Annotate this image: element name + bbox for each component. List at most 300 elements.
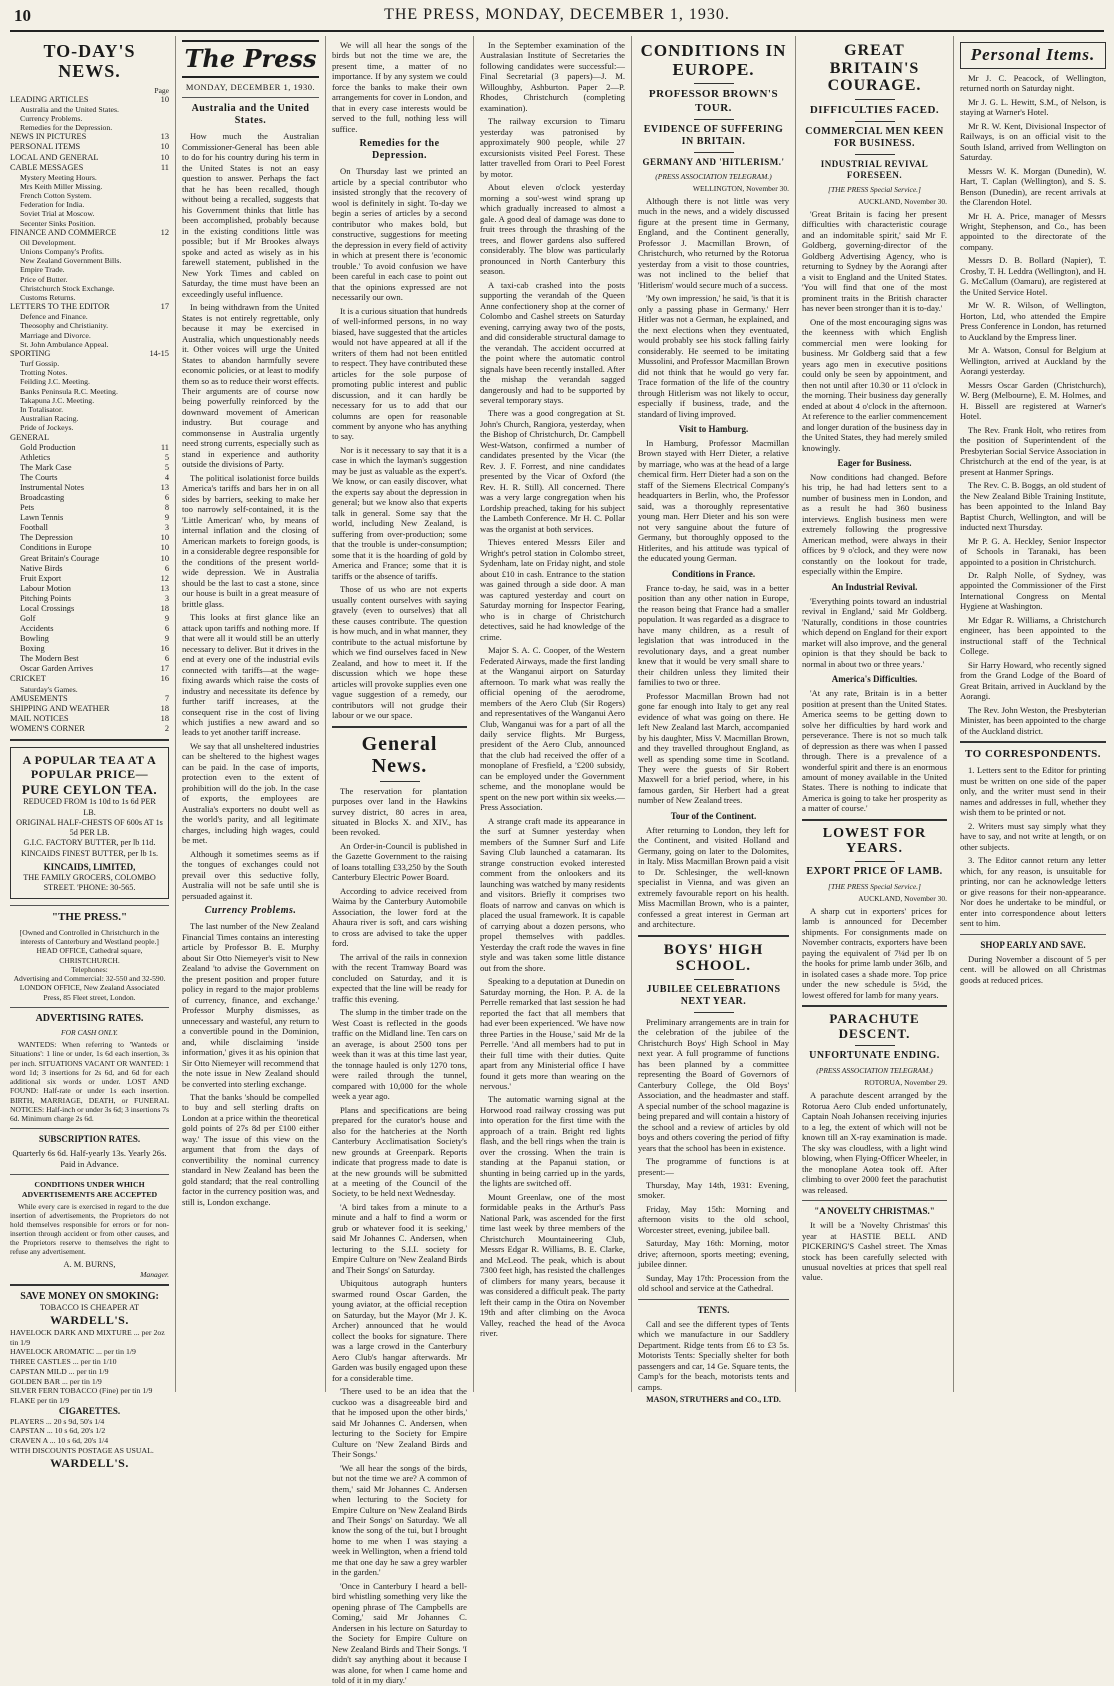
europe-sub: PROFESSOR BROWN'S TOUR. (648, 88, 779, 114)
general-news-continued-paragraph: About eleven o'clock yesterday morning a sou'-west wind sprang up which gradually increased to almost a gale. A good deal of damage was done to fruit trees through the thrashing of the trees, and flower gardens also suffered considerably. The blow was particularly pronounced in North Canterbury this season. (480, 182, 625, 277)
index-section-sub: Currency Problems. (20, 114, 83, 123)
index-section-sub: Federation for India. (20, 200, 85, 210)
index-section-label: PERSONAL ITEMS (10, 142, 81, 152)
index-general-row (10, 654, 169, 664)
general-news-paragraph: Ubiquitous autograph hunters swarmed round Oscar Garden, the young aviator, at the official reception on Saturday, but the Mayor (Mr J. K. Archer) announced that he would collect the books for signature. There was a large crowd in the Canterbury Aero Club's hangar afterwards. Mr Garden was busily engaged upon these for a considerable time. (332, 1278, 467, 1383)
index-sections (10, 95, 169, 443)
index-section-page: 17 (160, 302, 169, 312)
index-general-page: 4 (164, 472, 169, 482)
index-general-label: Conditions in Europe (20, 543, 92, 553)
index-section-page: 16 (160, 674, 169, 684)
index-section-label: SHIPPING AND WEATHER (10, 703, 110, 713)
index-general-row (10, 513, 169, 523)
conditions-signature-title: Manager. (140, 1269, 169, 1279)
index-general-row (10, 604, 169, 614)
index-general-row (10, 483, 169, 493)
general-news-body (332, 786, 467, 1686)
divider (332, 726, 467, 728)
tea-ad-price2: ORIGINAL HALF-CHESTS OF 600s AT 1s 5d PER LB. (16, 817, 163, 838)
currency-paragraph: That the banks 'should be compelled to buy and sell sterling drafts on London at a price within the theoretical gold points of 27s 8d per £100 either way.' The issue of this view on the argument that from the days of convertibility the nominal currency standard in New Zealand has been the gold standard; that the real controlling factor in the currency position was, and still is, London exchange. (182, 1091, 319, 1207)
index-general-label: Golf (20, 614, 36, 624)
leader-body (182, 131, 319, 901)
general-news-paragraph: Plans and specifications are being prepared for the curator's house and also for the hatcheries at the North Canterbury Acclimatisation Society's new grounds at Greenpark. Reports indicate that progress made to date is at the new grounds will be submitted at a meeting of the Council of the Society, to be held next Wednesday. (332, 1104, 467, 1199)
index-section-label: LEADING ARTICLES (10, 94, 89, 104)
personal-item: Mr J. G. L. Hewitt, S.M., of Nelson, is staying at Warner's Hotel. (960, 96, 1106, 118)
general-news-continued-paragraph: The railway excursion to Timaru yesterday was patronised by approximately 900 people, while 27 excursionists visited Peel Forest. These latter travelled from Orari to Peel Forest by motor. (480, 116, 625, 179)
europe-paragraph: 'My own impression,' he said, 'is that it is only a passing phase in Germany.' Herr Hitler was not a German, he explained, and the next elections when they eventuated, would probably see his stock falling fairly considerably. He seemed to be imitating Mussolini, and Professor Macmillan Brown did not think that he would go very far. Trace formation of the life of the country through Hitlerism was not likely to occur, especially if business, trade, and the standard of living improved. (638, 293, 789, 419)
press-box-title: "THE PRESS." (51, 911, 128, 924)
index-section-sub: Banks Peninsula R.C. Meeting. (20, 386, 118, 396)
advertising-rates-body: WANTEDS: When referring to 'Wanteds or Situations': 1 line or under, 1s 6d each insertion, 3s per inch. SITUATIONS VACANT OR WANTED: 1 word 1d; 3 insertions for 2s 6d, and 6d for each additional six words or under. LOST AND FOUND: Half-rate or under 1s each insertion. BIRTH, MARRIAGE, DEATH, or FUNERAL NOTICES: Half-inch or under 3s 6d; 3 insertions 7s 6d. Minimum charge 2s 6d. (10, 1040, 169, 1124)
index-general-label: Local Crossings (20, 603, 75, 613)
leader-date: MONDAY, DECEMBER 1, 1930. (185, 82, 316, 92)
divider (960, 741, 1106, 743)
general-news-continued-paragraph: Mount Greenlaw, one of the most formidable peaks in the Arthur's Pass National Park, was ascended for the first time last week by three members of the Christchurch Mountaineering Club, Messrs Edgar R. Williams, B. E. Clarke, and McLeod. The peak, which is about 7300 feet high, has resisted the challenges of climbers for many years, because it was considered a difficult peak. The party left their camp in the Otira on November 19th and after climbing on the Avoca Valley, reached the head of the Avoca river. (480, 1191, 625, 1339)
tea-ad-line3: PURE CEYLON TEA. (21, 781, 158, 797)
correspondents-rule: 1. Letters sent to the Editor for printing must be written on one side of the paper only, and the writer must send in their names and addresses in full, whether they wish them to be printed or not. (960, 765, 1106, 818)
index-section-sub: French Cotton System. (20, 191, 92, 201)
index-section-sub: Soviet Trial at Moscow. (20, 209, 95, 219)
index-section-sub: Saturday's Games. (20, 684, 78, 694)
remedies-title: Remedies for the Depression. (359, 138, 440, 162)
correspondents-rule: 3. The Editor cannot return any letter which, for any reason, is unsuitable for printing, nor can he acknowledge letters or give reasons for their non-appearance. Nor does he undertake to be mindful, or enter into correspondence about letters sent to him. (960, 855, 1106, 929)
britain-body (802, 209, 947, 453)
eager-title: Eager for Business. (837, 457, 912, 468)
leader-paragraph: Although it sometimes seems as if the tongues of exchanges could not prevail over this seductive folly, Australia will not be safe until she is persuaded against it. (182, 848, 319, 901)
tobacco-ad-cig-lines (10, 1417, 169, 1456)
index-section-sub: Trotting Notes. (20, 368, 68, 378)
index-general-label: Oscar Garden Arrives (20, 664, 94, 674)
boys-high-body (638, 1017, 789, 1294)
divider (638, 1299, 789, 1300)
index-section-page: 13 (160, 132, 169, 142)
index-section-sub: Turf Gossip. (20, 359, 60, 369)
tea-advertisement (10, 747, 169, 899)
index-general-row (10, 543, 169, 553)
personal-item: Mr W. R. Wilson, of Wellington, Horton, Ltd, who attended the Empire Press Conference in London, has returned to Auckland by the Empress liner. (960, 300, 1106, 342)
general-news-paragraph: 'There used to be an idea that the cuckoo was a disagreeable bird and that he imposed upon the other birds,' said Mr Johannes C. Andersen, when lecturing to the Society for Empire Culture on 'New Zealand Birds and Their Songs.' (332, 1386, 467, 1460)
index-section-page: 2 (164, 723, 169, 733)
boys-high-paragraph: Sunday, May 17th: Procession from the old school and service at the Cathedral. (638, 1272, 789, 1294)
britain-credit: [THE PRESS Special Service.] (828, 184, 921, 194)
advertising-rates-title: ADVERTISING RATES. (35, 1012, 144, 1024)
tobacco-ad-line: GOLDEN BAR ... per tin 1/9 (10, 1376, 102, 1386)
index-title: TO-DAY'S NEWS. (43, 41, 136, 81)
europe-sub3: GERMANY AND 'HITLERISM.' (642, 156, 785, 167)
tobacco-ad-line: THREE CASTLES ... per tin 1/10 (10, 1357, 117, 1367)
index-section-sub: Unions Company's Profits. (20, 247, 104, 257)
index-general-row (10, 554, 169, 564)
lowest-dateline: AUCKLAND, November 30. (858, 893, 947, 903)
tea-ad-price1: REDUCED FROM 1s 10d to 1s 6d PER LB. (23, 797, 156, 817)
index-general-page: 17 (160, 664, 169, 674)
general-news-continued-paragraph: Speaking to a deputation at Dunedin on Saturday morning, the Hon. P. A. de la Perrelle remarked that last session he had reported the fact that all members that had ever been experienced. 'We have now three Parties in the House,' said Mr de la Perrelle. 'And all members had to put in their full time with their duties. Quite apart from any Ministerial office I have found it gets more than wearing on the nervous.' (480, 976, 625, 1091)
index-general-row (10, 624, 169, 634)
conditions-signature: A. M. BURNS, (63, 1259, 116, 1269)
index-general-label: Boxing (20, 644, 45, 654)
index-section-sub: Australia and the United States. (20, 104, 119, 114)
index-section-row (10, 724, 169, 734)
index-section-sub: Price of Butter. (20, 274, 68, 284)
europe-sub2: EVIDENCE OF SUFFERING IN BRITAIN. (643, 123, 784, 147)
index-section-row (10, 694, 169, 704)
divider (802, 1005, 947, 1007)
personal-title: Personal Items. (970, 45, 1096, 64)
lowest-title: LOWEST FOR YEARS. (822, 825, 927, 857)
tea-ad-price3: G.I.C. FACTORY BUTTER, per lb 11d. (23, 838, 156, 848)
index-section-sub: St. John Ambulance Appeal. (20, 339, 109, 349)
remedies-paragraph: Nor is it necessary to say that it is a case in which the layman's suggestion may be just as valuable as the expert's. We know, or can easily discover, what the experts say about the depression in general; but we know also that experts talk in general. Some say that the world, including New Zealand, is suffering from over-production; some that the trouble is under-consumption; some that it is the hoarding of gold by America and France; some that it is tariffs or the absence of tariffs. (332, 444, 467, 581)
tobacco-ad-cig-line: WITH DISCOUNTS POSTAGE AS USUAL. (10, 1445, 154, 1455)
leader-paragraph: We say that all unsheltered industries can be sheltered to the highest wages can be paid. In the case of imports, protection even to the extent of prohibition will do the job. In the case of exports, the employees are Australia's exporters no doubt well as the world's parity, and all legitimate charges, including high wages, could be met. (182, 740, 319, 846)
column-general-news-continued (474, 36, 632, 1392)
index-section-sub: Mrs Keith Miller Missing. (20, 181, 103, 191)
index-tail-sections (10, 674, 169, 734)
index-section-sub: Marriage and Divorce. (20, 330, 91, 340)
personal-item: Mr H. A. Price, manager of Messrs Wright, Stephenson, and Co., has been appointed to the directorate of the company. (960, 210, 1106, 252)
general-news-continued-paragraph: The automatic warning signal at the Horwood road railway crossing was put into operation for the first time with the approach of a train. Bright red lights flash, and the bell rings when the train is over the crossing. When the train is standing at the Papanui station, or shunting in being carried up in the yards, the lights are switched off. (480, 1094, 625, 1189)
index-general-label: Pitching Points (20, 593, 71, 603)
index-section-row (10, 153, 169, 163)
index-general-label: The Depression (20, 533, 73, 543)
press-box-line: LONDON OFFICE, New Zealand Associated Press, 85 Fleet street, London. (19, 983, 160, 1002)
index-general-page: 9 (164, 614, 169, 624)
general-news-continued-paragraph: In the September examination of the Australasian Institute of Secretaries the following candidates were successful:—Final Secretarial (3 papers)—J. M. Willoughby, Ashburton. Paper 2—P. Rhodes, Christchurch (completing examination). (480, 40, 625, 113)
index-section-page: 18 (160, 713, 169, 723)
leader-paragraph: How much the Australian Commissioner-General has been able to do for his country during his term in the United States is not an easy question to answer. Perhaps the fact that he has been recalled, though without being a recalled, suggests that his Government thinks that little has been accomplished, probably because in the existing conditions little was possible; but if Mr Brookes always spoke and acted as wisely as in his farewell statement, published in the New York Times and cabled on Saturday, the time must have been an exceedingly useful influence. (182, 131, 319, 299)
oxford-body: Professor Macmillan Brown had not gone far enough into Italy to get any real evidence of what was going on there. He left New Zealand last March, accompanied by his daughter, Miss V. Macmillan Brown, and they travelled throughout England, as well as spending some time in Scotland. They were the guests of Sir Robert Maxwell for a brief period, where, in his famous garden, Sir Herbert had a great number of New Zealand trees. (638, 690, 789, 806)
general-news-title: General News. (361, 732, 438, 777)
leader-title: Australia and the United States. (191, 103, 310, 127)
tour-body: After returning to London, they left for the Continent, and visited Holland and Germany, going on later to the Dolomites, in Italy. Miss Macmillan Brown paid a visit to Dr. Schlesinger, the well-known specialist in Vienna, and was given an extremely favourable report on his health. Miss Macmillan Brown, who is a painter, confessed a great interest in German art and architecture. (638, 824, 789, 930)
personal-item: The Rev. C. B. Boggs, an old student of the New Zealand Bible Training Institute, has been appointed to the Inland Bay Baptist Church, Wellington, and will be inducted next Thursday. (960, 480, 1106, 533)
personal-item: Sir Harry Howard, who recently signed from the Grand Lodge of the Board of Great Britain, arrived in Auckland by the Aorangi. (960, 659, 1106, 702)
boys-high-paragraph: Preliminary arrangements are in train for the celebration of the jubilee of the Christchurch Boys' High School in May next year. A full programme of functions has been planned by a committee representing the Board of Governors of Canterbury College, the Old Boys' Association, and the headmaster and staff. A special number of the school magazine is being prepared and will contain a history of the school and a review of articles by old boys and others covering the period of fifty years that the school has been in existence. (638, 1016, 789, 1153)
britain-sub3: INDUSTRIAL REVIVAL FORESEEN. (820, 158, 929, 180)
press-box-line: Advertising and Commercial: 32-550 and 32-590. (13, 974, 166, 984)
index-section-row (10, 704, 169, 714)
index-section-label: LOCAL AND GENERAL (10, 152, 99, 162)
column-remedies (326, 36, 474, 1686)
america-body: 'At any rate, Britain is in a better position at present than the United States. America seems to be getting down to solve her difficulties by hard work and perseverance. There is not so much talk of depression as there was when I passed through. There is a prevalence of a wonderful spirit and there is an enormous amount of money available in the United States. There is nothing to indicate that America is going to take her prosperity as a matter of course.' (802, 688, 947, 814)
shop-body: During November a discount of 5 per cent. will be allowed on all Christmas goods at reduced prices. (960, 953, 1106, 985)
index-section-sub: Christchurch Stock Exchange. (20, 283, 115, 293)
hamburg-body: In Hamburg, Professor Macmillan Brown stayed with Herr Dieter, a relative by marriage, who was at the head of a large chemical firm. Herr Dieter had a son on the staff of the Siemens Electrical Company's headquarters in Berlin, who, the Professor said, was a thoroughly representative young man. Herr Dieter and his son were not very sanguine about the future of Germany, but thoroughly opposed to the Hitlerites, and his attitude was typical of the educated young German. (638, 437, 789, 564)
correspondents-title: TO CORRESPONDENTS. (965, 748, 1101, 761)
currency-body (182, 921, 319, 1207)
index-general-label: Gold Production (20, 442, 76, 452)
divider (694, 979, 734, 980)
eager-body: Now conditions had changed. Before his trip, he had had letters sent to a number of business men in London, and as a result he had 360 business interviews. English business men were extremely following the progressive American method, were always in their offices by 9 o'clock, and they were now constantly on the lookout for trade, especially within the Empire. (802, 471, 947, 577)
lowest-sub: EXPORT PRICE OF LAMB. (806, 865, 943, 877)
index-general-label: Instrumental Notes (20, 483, 84, 492)
column-britain-final (796, 36, 954, 1392)
index-general-page: 6 (164, 563, 169, 573)
britain-paragraph: 'Great Britain is facing her present difficulties with characteristic courage and an indomitable spirit,' said Mr F. Goldberg, governing-director of the Goldberg Advertising Agency, who is returning to Sydney by the Aorangi after a visit to England and the United States. 'You will find that one of the most prominent traits in the British character has never been stronger than it is to-day.' (802, 208, 947, 314)
divider (855, 99, 895, 100)
index-section-label: LETTERS TO THE EDITOR (10, 302, 110, 312)
boys-high-paragraph: Thursday, May 14th, 1931: Evening, smoker. (638, 1180, 789, 1201)
personal-items-box (960, 42, 1106, 69)
index-general-row (10, 463, 169, 473)
remedies-paragraph: Those of us who are not experts usually content ourselves with saying gravely (even to ourselves) that all these causes contribute. The question is how much, and in what manner, they contribute to the actual misfortune by which we find ourselves faced in New Zealand, and how to meet it. If the discussion which we hope these articles will provoke supplies even one vague suggestion of a remedy, our contributors will not grudge their labour or we our space. (332, 584, 467, 721)
divider (182, 97, 319, 98)
parachute-credit: (PRESS ASSOCIATION TELEGRAM.) (816, 1065, 933, 1075)
tobacco-ad-cig-line: CRAVEN A ... 10 s 6d, 20's 1/4 (10, 1436, 109, 1446)
column-index (4, 36, 176, 1470)
divider (10, 1007, 169, 1008)
index-section-sub: Australian Racing. (20, 414, 79, 424)
personal-item: The Rev. John Weston, the Presbyterian Minister, has been appointed to the charge of the Auckland district. (960, 704, 1106, 736)
press-logo-text: The Press (184, 44, 317, 74)
tea-ad-price4: KINCAIDS FINEST BUTTER, per lb 1s. (21, 848, 158, 858)
tobacco-ad-line: FLAKE per tin 1/9 (10, 1395, 70, 1405)
tobacco-ad-sub: TOBACCO IS CHEAPER AT (39, 1303, 140, 1313)
divider (802, 819, 947, 821)
index-section-label: NEWS IN PICTURES (10, 132, 87, 142)
index-general-page: 11 (160, 442, 169, 452)
divider (10, 1174, 169, 1175)
france-body: France to-day, he said, was in a better position than any other nation in Europe, the reason being that France had a smaller population. It was regarded as a disgrace to have many children, as a result of legislation that was introduced in the revolutionary days, and a great number knew that it would be very small share to their children unless they limited their families to two or three. (638, 582, 789, 688)
tobacco-ad-line: HAVELOCK AROMATIC ... per tin 1/9 (10, 1347, 136, 1357)
index-section-sub: Empire Trade. (20, 265, 65, 275)
tobacco-ad-footer: WARDELL'S. (50, 1455, 129, 1470)
tobacco-ad-cig-title: CIGARETTES. (58, 1405, 121, 1416)
index-general-page: 9 (164, 513, 169, 523)
index-section-row (10, 714, 169, 724)
index-section-label: SPORTING (10, 349, 51, 359)
index-general-label: Broadcasting (20, 493, 65, 503)
novelty-title: "A NOVELTY CHRISTMAS." (814, 1206, 935, 1217)
index-general-page: 6 (164, 493, 169, 503)
index-section-row (10, 228, 169, 238)
boys-high-paragraph: The programme of functions is at present:— (638, 1156, 789, 1177)
index-general-row (10, 523, 169, 533)
index-general-row (10, 664, 169, 674)
index-general-label: The Mark Case (20, 462, 72, 472)
index-general-items (10, 443, 169, 675)
index-general-label: Bowling (20, 634, 49, 644)
divider (855, 861, 895, 862)
index-section-sub: In Totalisator. (20, 405, 64, 415)
index-general-label: Native Birds (20, 563, 63, 573)
parachute-sub: UNFORTUNATE ENDING. (809, 1049, 940, 1061)
index-section-row (10, 142, 169, 152)
index-section-row (10, 163, 169, 173)
general-news-continued-paragraph: Thieves entered Messrs Eiler and Wright's petrol station in Colombo street, Sydenham, late on Friday night, and stole about £10 in cash. Entrance to the station was gained through a side door. A man was captured yesterday and court on Saturday morning for Inspector Fearing, who is in charge of Christchurch detectives, said he had knowledge of the crime. (480, 537, 625, 642)
personal-item: Mr J. C. Peacock, of Wellington, returned north on Saturday night. (960, 72, 1106, 94)
europe-paragraph: Although there is not little was very much in the news, and a widely discussed figure at the present time in Germany, England, and the Continent generally, Professor J. Macmillan Brown, of Christchurch, who returned by the Rotorua yesterday from a visit to those countries, was not inclined to the belief that 'Hitlerism' would secure much of a success. (638, 195, 789, 290)
index-section-row (10, 95, 169, 105)
divider (694, 119, 734, 120)
index-section-page: 10 (160, 142, 169, 152)
boys-high-paragraph: Friday, May 15th: Morning and afternoon visits to the old school, Worcester street, evening, jubilee ball. (638, 1203, 789, 1235)
index-general-row (10, 443, 169, 453)
personal-item: Messrs W. K. Morgan (Dunedin), W. Hart, T. Caplan (Wellington), and S. S. Benson (Dunedin), are recent arrivals at the Clarendon Hotel. (960, 165, 1106, 208)
column-leader (176, 36, 326, 1392)
index-general-page: 5 (164, 462, 169, 472)
index-general-label: Lawn Tennis (20, 513, 64, 523)
index-general-row (10, 584, 169, 594)
personal-item: Mr A. Watson, Consul for Belgium at Wellington, arrived at Auckland by the Aorangi yesterday. (960, 345, 1106, 377)
index-page-label: Page (154, 85, 169, 95)
index-general-page: 10 (160, 543, 169, 553)
general-news-paragraph: 'We all hear the songs of the birds, but not the time we are? A common of them,' said Mr Johannes C. Andersen when lecturing to the Society for Empire Culture on 'New Zealand Birds and Their Songs' on Saturday. 'We all know the song of the tui, but I brought home to me when I was staying a week in Wellington, when a friend told me that one day he saw a grey warbler in the garden.' (332, 1462, 467, 1578)
masthead (0, 0, 1114, 36)
divider (855, 154, 895, 155)
index-general-page: 13 (160, 483, 169, 492)
index-general-page: 18 (160, 603, 169, 613)
britain-paragraph: One of the most encouraging signs was the keenness with which English commercial men were looking for business. Mr Goldberg said that a few years ago men in executive positions could only be seen by appointment, and then not until after 10.30 or 11 o'clock in the morning. Their business day generally ended at about 4 o'clock in the afternoon. At reference to the earlier commencement and longer duration of the business day in the United States, they had merely smiled knowingly. (802, 316, 947, 453)
general-news-continued-body (480, 40, 625, 1339)
index-section-sub: New Zealand Government Bills. (20, 256, 122, 266)
tents-firm: MASON, STRUTHERS and CO., LTD. (646, 1395, 781, 1405)
divider (10, 739, 169, 741)
leader-paragraph: This looks at first glance like an attack upon tariffs and nothing more. If that were all it would still be an utterly necessary to deliver. But it drives in the end at every one of the industrial evils connected with tariffs—at the wage-fixing awards which raise the costs of industry and necessitate its defence by further tariff increases, at the consequent rise in the cost of living which justifies a new award and so leads to yet another tariff increase. (182, 612, 319, 738)
index-general-row (10, 634, 169, 644)
lowest-body: A sharp cut in exporters' prices for lamb is announced for December shipments. For consignments made on November contracts, exporters have been paying the equivalent of 7¼d per lb on the hooks for prime lamb under 36lb, and in isolated cases a shade more. Top price under the new schedule is 5½d, the lowest offered for lamb for many years. (802, 906, 947, 1000)
britain-title: GREAT BRITAIN'S COURAGE. (827, 42, 922, 95)
britain-dateline: AUCKLAND, November 30. (858, 196, 947, 206)
index-general-label: The Modern Best (20, 654, 79, 664)
remedies-continuation: We will all hear the songs of the birds but not the time we are, the present time, a matter of no importance. If by any system we could force the banks to make their own arrangements for cover in London, and that in every case interests would be served to the full, nothing less will suffice. (332, 40, 467, 134)
page-number: 10 (14, 6, 31, 25)
index-general-row (10, 644, 169, 654)
index-section-label: MAIL NOTICES (10, 713, 69, 723)
press-box-line: Telephones: (71, 964, 108, 974)
currency-paragraph: The last number of the New Zealand Financial Times contains an interesting article by Professor B. E. Murphy about Sir Otto Niemeyer's visit to New Zealand 'to advise the Government on the present position and proper future policy in regard to the major problems of currency, finance, and exchange.' Professor Murphy dismisses, as unnecessary and wasteful, any return to a convertible pound in the Dominion, and, while disclaiming 'inside information,' gives it as his opinion that Sir Otto Niemeyer will recommend that the note issue in New Zealand should be converted into sterling exchange. (182, 921, 319, 1089)
divider (855, 121, 895, 122)
divider (960, 934, 1106, 935)
index-section-label: GENERAL (10, 432, 50, 442)
tobacco-ad-cig-line: CAPSTAN ... 10 s 6d, 20's 1/2 (10, 1426, 106, 1436)
index-general-row (10, 493, 169, 503)
general-news-paragraph: According to advice received from Waima by the Canterbury Automobile Association, the lower ford at the Ahaura river is soft, and cars wishing to cross are advised to take the upper ford. (332, 885, 467, 949)
divider (10, 1128, 169, 1129)
novelty-body: It will be a 'Novelty Christmas' this year at HASTIE BELL AND PICKERING'S Cashel street. The Xmas stock has been carefully selected with unusual novelties at prices that spell real value. (802, 1220, 947, 1283)
boys-high-paragraph: Saturday, May 16th: Morning, motor drive; afternoon, sports meeting; evening, jubilee dinner. (638, 1238, 789, 1270)
index-general-page: 3 (164, 523, 169, 533)
index-section-page: 7 (164, 693, 169, 703)
tea-ad-firm-sub: THE FAMILY GROCERS, COLOMBO STREET. 'PHONE: 30-565. (23, 872, 156, 893)
general-news-paragraph: An Order-in-Council is published in the Gazette Government to the raising of loans totalling £33,250 by the South Canterbury Electric Power Board. (332, 840, 467, 883)
index-general-label: Football (20, 523, 48, 533)
divider (10, 905, 169, 906)
correspondents-rules (960, 765, 1106, 928)
index-general-row (10, 594, 169, 604)
index-section-sub: Secenter Sinks Position. (20, 218, 96, 228)
index-section-row (10, 433, 169, 443)
europe-title: CONDITIONS IN EUROPE. (640, 41, 787, 79)
tobacco-advertisement (10, 1291, 169, 1470)
index-general-row (10, 533, 169, 543)
column-personal-items (954, 36, 1112, 1392)
parachute-dateline: ROTORUA, November 29. (864, 1078, 947, 1088)
index-section-row (10, 132, 169, 142)
index-general-row (10, 574, 169, 584)
tour-title: Tour of the Continent. (670, 810, 757, 821)
index-general-page: 3 (164, 593, 169, 603)
conditions-title: CONDITIONS UNDER WHICH ADVERTISEMENTS ARE ACCEPTED (21, 1180, 158, 1199)
tobacco-ad-line: CAPSTAN MILD ... per tin 1/9 (10, 1366, 109, 1376)
index-general-label: Athletics (20, 452, 51, 462)
tobacco-ad-line: SILVER FERN TOBACCO (Fine) per tin 1/9 (10, 1386, 153, 1396)
tea-ad-line2: POPULAR PRICE— (30, 767, 149, 782)
parachute-body: A parachute descent arranged by the Rotorua Aero Club ended unfortunately, Captain Noah Johansen receiving injuries to a leg, the extent of which will not be known till an X-ray examination is made. The sky was cloudless, with a light wind blowing, when Flying-Officer Wheeler, in the monoplane Aotea took off. After climbing to over 2000 feet the parachutist was released. (802, 1090, 947, 1195)
index-section-sub: Pride of Jockeys. (20, 423, 74, 433)
america-title: America's Difficulties. (831, 674, 918, 685)
index-section-row (10, 674, 169, 684)
index-section-page: 18 (160, 703, 169, 713)
revival-title: An Industrial Revival. (831, 581, 918, 592)
index-section-label: CABLE MESSAGES (10, 162, 84, 172)
currency-title: Currency Problems. (204, 905, 297, 917)
index-section-row (10, 349, 169, 359)
boys-high-sub: JUBILEE CELEBRATIONS NEXT YEAR. (646, 983, 781, 1007)
index-section-page: 10 (160, 152, 169, 162)
masthead-rule (10, 30, 1104, 32)
press-box-line: HEAD OFFICE, Cathedral square, CHRISTCHURCH. (36, 946, 143, 965)
index-section-page: 11 (160, 162, 169, 172)
index-general-page: 10 (160, 533, 169, 543)
index-section-sub: Oil Development. (20, 237, 76, 247)
correspondents-rule: 2. Writers must say simply what they have to say, and not write at length, or on other subjects. (960, 820, 1106, 852)
general-news-continued-paragraph: A strange craft made its appearance in the surf at Sumner yesterday when members of the Sumner Surf and Life Saving Club launched a catamaran. Its strange construction evoked interested comment from the onlookers and its launching was watched by many residents and visitors. Briefly it comprises two floats of narrow and canvas on which is placed the usual framework. It is capable of carrying about a dozen persons, who propel themselves with paddles. Yesterday the craft rode the waves in fine style and was taken some little distance out from the shore. (480, 815, 625, 973)
index-general-row (10, 614, 169, 624)
personal-item: Messrs Oscar Garden (Christchurch), W. Berg (Melbourne), E. M. Holmes, and H. Bissell are registered at Warner's Hotel. (960, 379, 1106, 422)
divider (694, 152, 734, 153)
index-general-row (10, 503, 169, 513)
europe-credit: (PRESS ASSOCIATION TELEGRAM.) (655, 171, 772, 181)
index-section-sub: Remedies for the Depression. (20, 123, 113, 133)
divider (380, 781, 420, 782)
remedies-body (332, 166, 467, 720)
general-news-continued-paragraph: A taxi-cab crashed into the posts supporting the verandah of the Queen Anne confectionery shop at the corner of Colombo and Cashel streets on Saturday evening, carrying away two of the posts, and did considerable structural damage to the verandah. The accident occurred at the point where the automatic control signals have been recently installed. After the mishap the verandah sagged dangerously and had to be supported by several temporary stays. (480, 279, 625, 405)
index-general-label: Fruit Export (20, 573, 62, 583)
press-logo (182, 40, 319, 78)
divider (694, 1012, 734, 1013)
index-section-label: CRICKET (10, 674, 46, 684)
index-section-sub: Takapuna J.C. Meeting. (20, 395, 95, 405)
index-section-label: WOMEN'S CORNER (10, 723, 85, 733)
divider (802, 1200, 947, 1201)
tobacco-ad-cig-line: PLAYERS ... 20 s 9d, 50's 1/4 (10, 1416, 105, 1426)
general-news-paragraph: 'A bird takes from a minute to a minute and a half to find a worm or grub or whatever food it is seeking,' said Mr Johannes C. Andersen, when lecturing to the S.I.I. society for Empire Culture on 'New Zealand Birds and Their Songs' on Saturday. (332, 1201, 467, 1275)
remedies-paragraph: On Thursday last we printed an article by a special contributor who insisted strongly that the recovery of wool is definitely in sight. To-day we begin a series of articles by a second contributor who makes bold, but constructive, suggestions for meeting the depression in every field of activity in which at present there is 'economic trouble.' To avoid confusion we have been careful in each case to point out that the opinions expressed are not necessarily our own. (332, 166, 467, 303)
index-section-sub: Theosophy and Christianity. (20, 321, 109, 331)
index-section-page: 10 (160, 94, 169, 104)
index-general-label: Great Britain's Courage (20, 553, 100, 563)
index-general-label: Accidents (20, 624, 54, 634)
tobacco-ad-firm: WARDELL'S. (50, 1313, 129, 1328)
divider (694, 83, 734, 84)
subscription-line: Quarterly 6s 6d. Half-yearly 13s. Yearly 26s. Paid in Advance. (12, 1148, 167, 1169)
hamburg-title: Visit to Hamburg. (678, 424, 749, 434)
index-general-page: 10 (160, 553, 169, 563)
press-box-lines (10, 928, 169, 1002)
revival-body: 'Everything points toward an industrial revival in England,' said Mr Goldberg. 'Naturally, conditions in those countries which depend on England for their export market will also improve, and the general opinion is that they should be back to normal in about two or three years.' (802, 595, 947, 669)
index-general-page: 16 (160, 644, 169, 654)
europe-dateline: WELLINGTON, November 30. (692, 183, 789, 193)
personal-item: Mr R. W. Kent, Divisional Inspector of Railways, is on an official visit to the South Island, arrived from Wellington on Saturday. (960, 120, 1106, 163)
index-general-row (10, 453, 169, 463)
index-general-label: Pets (20, 503, 34, 513)
tobacco-ad-line: HAVELOCK DARK AND MIXTURE ... per 2oz tin 1/9 (10, 1327, 165, 1347)
personal-item: Dr. Ralph Nolle, of Sydney, was appointed the Commissioner of the First International Congress on Mental Hygiene at Washington. (960, 570, 1106, 612)
general-news-continued-paragraph: Major S. A. C. Cooper, of the Western Federated Airways, made the first landing at the Wanganui airport on Saturday afternoon. To mark what was really the official opening of the aerodrome, members of the Aero Club (Sir Rogers) and representatives of the Wanganui Aero Club, Wanganui was for a part of all the daily service flights. Mr Burgess, president of the Aero Club, announced that the club had received the offer of a monoplane of Fresfield, a '£200 subsidy, can be employed under the Government scheme, and the monoplane would be spent on the new port within six weeks.—Press Association. (480, 645, 625, 813)
index-section-row (10, 302, 169, 312)
tents-title: TENTS. (697, 1304, 730, 1315)
